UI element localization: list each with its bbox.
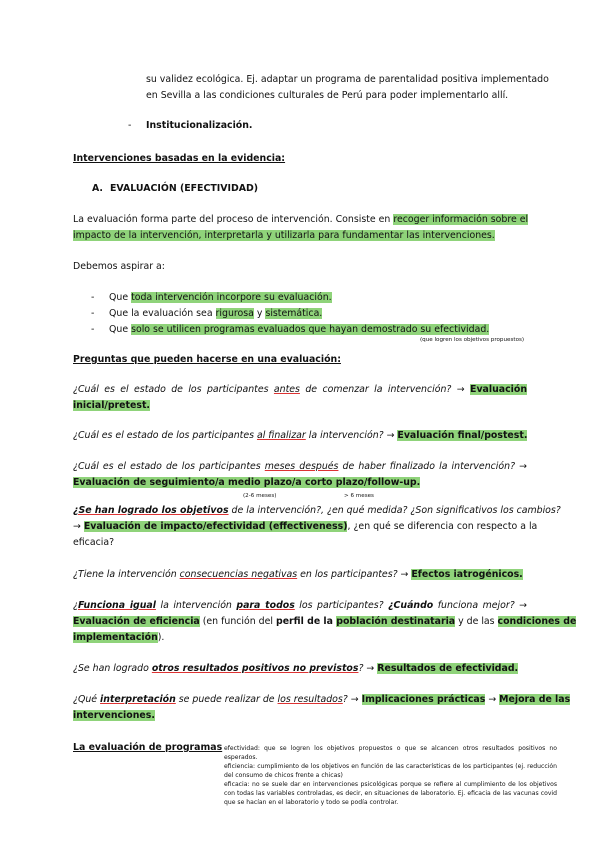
aspire-item-1: [109, 290, 332, 306]
q3-note-2: > 6 meses: [344, 493, 374, 499]
q6-text-c: los participantes?: [294, 600, 389, 611]
q3-note-1: (2-6 meses): [243, 493, 277, 499]
institucionalizacion: Institucionalización.: [146, 120, 253, 131]
eval-para-highlight-1: recoger información sobre el: [393, 214, 529, 225]
section-a-letter: A.: [92, 183, 103, 194]
q5-text-a: ¿Tiene la intervención: [73, 569, 180, 580]
eval-para-text: La evaluación forma parte del proceso de intervención. Consiste en: [73, 214, 394, 225]
bullet-dash: -: [128, 120, 132, 131]
eval-para-line-2: [73, 228, 495, 244]
q3-highlight: Evaluación de seguimiento/a medio plazo/a corto plazo/follow-up.: [73, 477, 421, 488]
q8-highlight-1: Implicaciones prácticas: [361, 694, 486, 705]
q8-highlight-2: Mejora de las: [499, 694, 571, 705]
q8-text-c: ? →: [342, 694, 362, 705]
q8-underline-2: los resultados: [277, 694, 343, 705]
eval-para-line-1: [73, 212, 528, 228]
q6-highlight-1: Evaluación de eficiencia: [73, 616, 200, 627]
intro-line-2: en Sevilla a las condiciones culturales de Perú para poder implementarlo allí.: [146, 90, 509, 101]
section-a-title: EVALUACIÓN (EFECTIVIDAD): [110, 183, 259, 194]
aspire-dash-3: -: [91, 324, 95, 335]
q6-text-i: ).: [157, 632, 165, 643]
aspire-item-1-text: Que: [109, 292, 132, 303]
q4-highlight: Evaluación de impacto/efectividad (effectiveness): [83, 521, 348, 532]
q5-text-b: en los participantes? →: [297, 569, 412, 580]
q7-text-b: ? →: [358, 663, 378, 674]
q6-line-1: [73, 598, 527, 614]
q2-highlight: Evaluación final/postest.: [397, 430, 528, 441]
aspire-item-2-highlight-2: sistemática.: [265, 308, 323, 319]
q8-text-a: ¿Qué: [73, 694, 101, 705]
programs-heading: La evaluación de programas: [73, 742, 223, 753]
q8-highlight-3: intervenciones.: [73, 710, 155, 721]
q6-underline-1: Funciona igual: [77, 600, 156, 611]
q5-underline: consecuencias negativas: [179, 569, 298, 580]
q4-underline: ¿Se han logrado los objetivos: [73, 505, 229, 516]
q4-line-3: eficacia?: [73, 537, 115, 548]
q2-line: [73, 428, 527, 444]
q2-text-a: ¿Cuál es el estado de los participantes: [73, 430, 257, 441]
q6-highlight-2: población destinataria: [336, 616, 456, 627]
section-heading: Intervenciones basadas en la evidencia:: [73, 153, 286, 164]
q7-line: [73, 661, 518, 677]
aspire-dash-1: -: [91, 292, 95, 303]
q3-line-2: [73, 475, 420, 491]
aspire-item-2-text: Que la evaluación sea: [109, 308, 216, 319]
q6-text-g: perfil de la: [275, 616, 337, 627]
q6-line-3: [73, 630, 164, 646]
q1-underline: antes: [273, 384, 300, 395]
q5-line: [73, 567, 523, 583]
programs-note-1: efectividad: que se logren los objetivos propuestos o que se alcancen otros resultados positivos no esperados.: [224, 745, 557, 761]
q1-text-a: ¿Cuál es el estado de los participantes: [73, 384, 274, 395]
q3-underline: meses después: [264, 461, 339, 472]
eval-para-highlight-2: impacto de la intervención, interpretarla y utilizarla para fundamentar las intervenciones.: [73, 230, 495, 241]
q1-line-1: [73, 382, 527, 398]
q6-text-h: y de las: [455, 616, 498, 627]
q1-highlight-2: inicial/pretest.: [73, 400, 150, 411]
intro-line-1: su validez ecológica. Ej. adaptar un programa de parentalidad positiva implementado: [146, 74, 549, 85]
q4-text-a: de la intervención?, ¿en qué medida? ¿Son significativos los cambios?: [228, 505, 561, 516]
q4-line-2: [73, 519, 538, 535]
aspire-item-3-highlight: solo se utilicen programas evaluados que hayan demostrado su efectividad.: [131, 324, 490, 335]
q8-line-2: [73, 708, 155, 724]
q6-underline-2: para todos: [236, 600, 295, 611]
aspire-dash-2: -: [91, 308, 95, 319]
q6-text-b: la intervención: [155, 600, 237, 611]
q6-text-e: funciona mejor? →: [433, 600, 528, 611]
aspire-item-1-highlight: toda intervención incorpore su evaluación.: [131, 292, 332, 303]
aspire-item-3-text: Que: [109, 324, 132, 335]
q7-highlight: Resultados de efectividad.: [377, 663, 519, 674]
aspire-item-2-highlight-1: rigurosa: [215, 308, 254, 319]
q6-text-f: (en función del: [199, 616, 276, 627]
q3-text-b: de haber finalizado la intervención? →: [338, 461, 527, 472]
q7-underline: otros resultados positivos no previstos: [151, 663, 359, 674]
questions-heading: Preguntas que pueden hacerse en una evaluación:: [73, 354, 341, 365]
q1-highlight-1: Evaluación: [470, 384, 527, 395]
q1-text-b: de comenzar la intervención? →: [299, 384, 471, 395]
q3-text-a: ¿Cuál es el estado de los participantes: [73, 461, 265, 472]
q2-underline: al finalizar: [256, 430, 306, 441]
programs-note-3: eficacia: no se suele dar en intervenciones psicológicas porque se refiere al cumplimiento de los objetivos con todas las variables controladas, es decir, en situaciones de laboratorio. Ej. eficacia de las vacunas covid que se hacían en el laboratorio y todo se podía controlar.: [224, 781, 557, 806]
q6-line-2: [73, 614, 577, 630]
q7-text-a: ¿Se han logrado: [73, 663, 152, 674]
q2-text-b: la intervención? →: [305, 430, 398, 441]
q6-text-d: ¿Cuándo: [388, 600, 434, 611]
aspire-heading: Debemos aspirar a:: [73, 261, 165, 272]
q8-line-1: [73, 692, 571, 708]
q6-highlight-4: implementación: [73, 632, 158, 643]
q8-underline-1: interpretación: [100, 694, 176, 705]
aspire-item-2: [109, 306, 322, 322]
q3-line-1: [73, 459, 527, 475]
programs-note-2: eficiencia: cumplimiento de los objetivos en función de las características de los participantes (ej. reducción del consumo de chicos frente a chicas): [224, 763, 557, 779]
q8-text-b: se puede realizar de: [175, 694, 278, 705]
q4-line-1: [73, 503, 561, 519]
q8-text-d: →: [485, 694, 500, 705]
aspire-item-2-mid: y: [253, 308, 266, 319]
q6-text-a: ¿: [73, 600, 78, 611]
aspire-note: (que logren los objetivos propuestos): [420, 337, 525, 343]
q4-text-b: , ¿en qué se diferencia con respecto a la: [347, 521, 538, 532]
q4-arrow: →: [73, 521, 84, 532]
q1-line-2: [73, 398, 150, 414]
q6-highlight-3: condiciones de: [497, 616, 577, 627]
q5-highlight: Efectos iatrogénicos.: [411, 569, 523, 580]
